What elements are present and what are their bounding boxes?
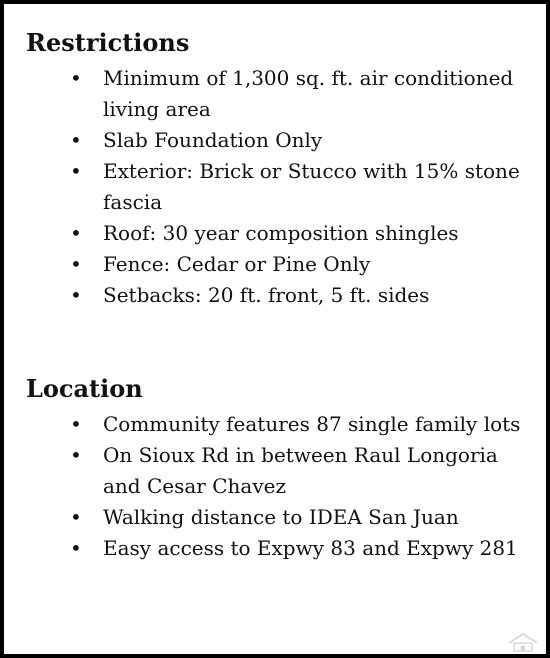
- list-item: [26, 125, 536, 156]
- restrictions-section: [26, 28, 536, 311]
- bullet-icon: •: [70, 252, 82, 276]
- bullet-icon: •: [70, 443, 82, 467]
- bullet-icon: •: [70, 66, 82, 90]
- restrictions-heading: Restrictions: [26, 28, 190, 57]
- list-item: [26, 218, 536, 249]
- bullet-icon: •: [70, 505, 82, 529]
- list-item-text: Minimum of 1,300 sq. ft. air conditioned living area: [103, 66, 514, 121]
- list-item-text: Roof: 30 year composition shingles: [103, 221, 459, 245]
- location-section: [26, 374, 536, 564]
- list-item: [26, 502, 536, 533]
- bullet-icon: •: [70, 412, 82, 436]
- list-item: [26, 156, 536, 218]
- location-list: [26, 409, 536, 564]
- bullet-icon: •: [70, 128, 82, 152]
- location-heading: Location: [26, 374, 143, 403]
- bullet-icon: •: [70, 221, 82, 245]
- document-page: [4, 4, 546, 654]
- list-item-text: Exterior: Brick or Stucco with 15% stone fascia: [103, 159, 520, 214]
- list-item-text: Walking distance to IDEA San Juan: [103, 505, 459, 529]
- list-item: [26, 533, 536, 564]
- house-logo-icon: [506, 632, 540, 652]
- bullet-icon: •: [70, 283, 82, 307]
- list-item-text: Setbacks: 20 ft. front, 5 ft. sides: [103, 283, 430, 307]
- list-item-text: Slab Foundation Only: [103, 128, 323, 152]
- list-item-text: Fence: Cedar or Pine Only: [103, 252, 371, 276]
- list-item-text: Easy access to Expwy 83 and Expwy 281: [103, 536, 518, 560]
- list-item: [26, 280, 536, 311]
- list-item: [26, 63, 536, 125]
- bullet-icon: •: [70, 159, 82, 183]
- restrictions-list: [26, 63, 536, 311]
- list-item-text: On Sioux Rd in between Raul Longoria and Cesar Chavez: [103, 443, 498, 498]
- list-item-text: Community features 87 single family lots: [103, 412, 521, 436]
- bullet-icon: •: [70, 536, 82, 560]
- list-item: [26, 249, 536, 280]
- list-item: [26, 409, 536, 440]
- list-item: [26, 440, 536, 502]
